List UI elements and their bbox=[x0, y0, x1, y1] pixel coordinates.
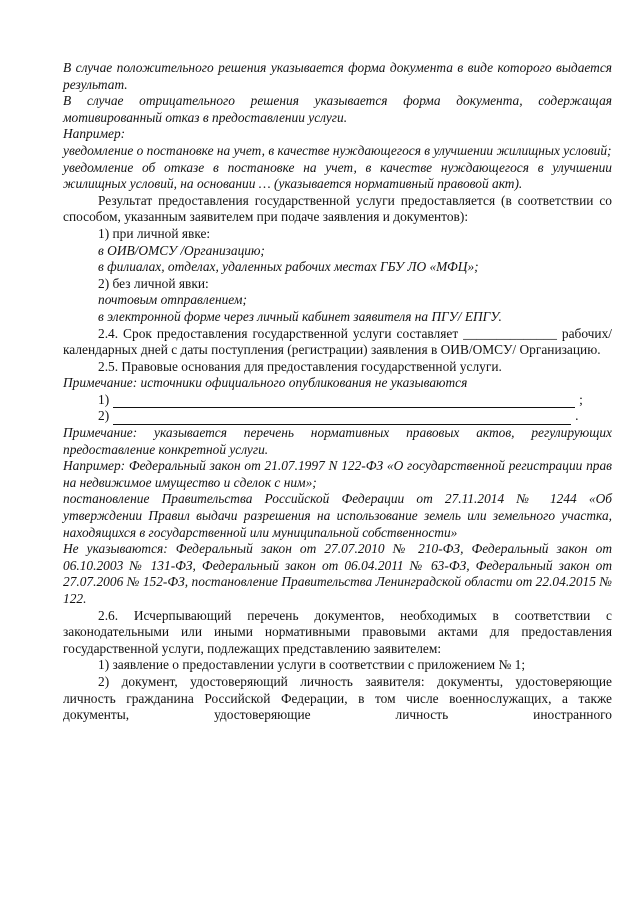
blank-line-number: 1) bbox=[98, 391, 110, 407]
blank-line-end: . bbox=[575, 408, 579, 424]
list-item-mfc: в филиалах, отделах, удаленных рабочих местах ГБУ ЛО «МФЦ»; bbox=[98, 259, 479, 275]
list-item-remote: 2) без личной явки: bbox=[98, 275, 209, 291]
blank-line-number: 2) bbox=[98, 408, 110, 424]
list-item-application: 1) заявление о предоставлении услуги в соответствии с приложением № 1; bbox=[98, 657, 526, 673]
fill-in-rule bbox=[113, 394, 575, 408]
paragraph-result-delivery: Результат предоставления государственной услуги предоставляется (в соответствии со способом, указанным заявителем при подаче заявления и документов): bbox=[63, 192, 612, 225]
paragraph-example-label: Например: bbox=[63, 126, 126, 142]
paragraph-example-law: Например: Федеральный закон от 21.07.1997 N 122-ФЗ «О государственной регистрации прав на недвижимое имущество и сделок с ним»; bbox=[63, 458, 612, 490]
paragraph-section-2-4: 2.4. Срок предоставления государственной услуги составляет ______________ рабочих/календарных дней с даты поступления (регистрации) заявления в ОИВ/ОМСУ/ Организацию. bbox=[63, 325, 612, 358]
paragraph-positive-decision: В случае положительного решения указывается форма документа в виде которого выдается результат. bbox=[63, 60, 612, 92]
blank-line-1 bbox=[63, 392, 612, 409]
blank-line-end: ; bbox=[579, 391, 583, 407]
list-item-in-person: 1) при личной явке: bbox=[98, 225, 211, 241]
paragraph-not-specified: Не указываются: Федеральный закон от 27.07.2010 № 210-ФЗ, Федеральный закон от 06.10.2003 № 131-ФЗ, Федеральный закон от 06.04.2011 № 63-ФЗ, Федеральный закон от 27.07.2006 № 152-ФЗ, постановление Правительства Ленинградской области от 22.04.2015 № 122. bbox=[63, 541, 612, 606]
list-item-identity-document: 2) документ, удостоверяющий личность заявителя: документы, удостоверяющие личность гражданина Российской Федерации, в том числе военнослужащих, а также документы, удостоверяющие личность иностранного bbox=[63, 673, 612, 723]
paragraph-section-2-5: 2.5. Правовые основания для предоставления государственной услуги. bbox=[98, 358, 502, 374]
paragraph-note-sources: Примечание: источники официального опубликования не указываются bbox=[63, 375, 468, 391]
paragraph-section-2-6: 2.6. Исчерпывающий перечень документов, необходимых в соответствии с законодательными или иными нормативными правовыми актами для предоставления государственной услуги, подлежащих представлению заявителем: bbox=[63, 607, 612, 656]
list-item-oiv-omsu: в ОИВ/ОМСУ /Организацию; bbox=[98, 242, 265, 258]
fill-in-rule bbox=[113, 411, 571, 425]
blank-line-2 bbox=[63, 408, 612, 425]
paragraph-example-registration: уведомление о постановке на учет, в качестве нуждающегося в улучшении жилищных условий; bbox=[63, 142, 612, 158]
paragraph-example-resolution: постановление Правительства Российской Федерации от 27.11.2014 № 1244 «Об утверждении Правил выдачи разрешения на использование земель или земельного участка, находящихся в государственной или муниципальной собственности» bbox=[63, 491, 612, 540]
list-item-post: почтовым отправлением; bbox=[98, 292, 247, 308]
paragraph-negative-decision: В случае отрицательного решения указывается форма документа, содержащая мотивированный отказ в предоставлении услуги. bbox=[63, 93, 612, 125]
list-item-electronic: в электронной форме через личный кабинет заявителя на ПГУ/ ЕПГУ. bbox=[98, 308, 502, 324]
paragraph-note-list: Примечание: указывается перечень нормативных правовых актов, регулирующих предоставление конкретной услуги. bbox=[63, 425, 612, 457]
paragraph-example-refusal: уведомление об отказе в постановке на учет, в качестве нуждающегося в улучшении жилищных условий, на основании … (указывается нормативный правовой акт). bbox=[63, 159, 612, 192]
